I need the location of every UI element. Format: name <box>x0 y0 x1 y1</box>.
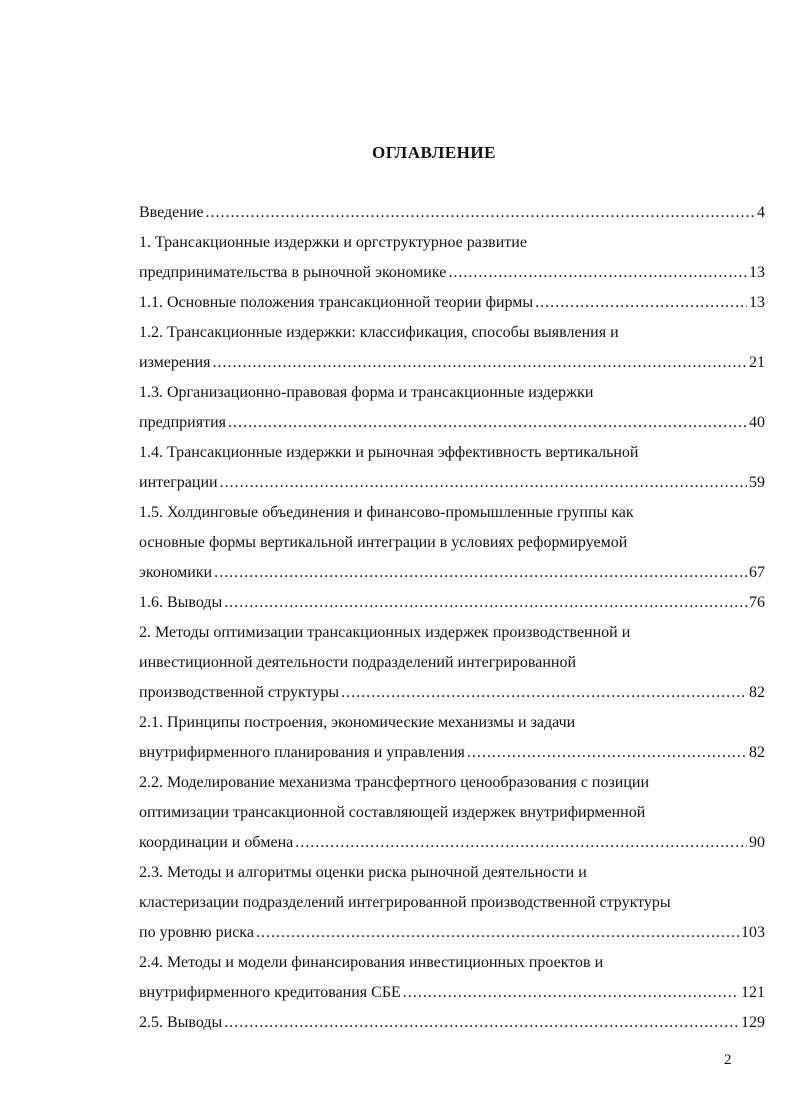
toc-page-number: 121 <box>741 984 765 1001</box>
toc-page-number: 103 <box>741 924 765 941</box>
toc-page-number: 90 <box>749 834 765 851</box>
toc-entry[interactable] <box>139 858 765 948</box>
toc-entry-line: 1.3. Организационно-правовая форма и трансакционные издержки <box>139 384 594 401</box>
table-of-contents <box>139 198 765 1038</box>
toc-entry-last-line <box>139 918 765 948</box>
toc-entry[interactable] <box>139 288 765 318</box>
toc-entry-title: 2.5. Выводы <box>139 1014 223 1031</box>
dot-leader <box>256 918 739 948</box>
page-title: ОГЛАВЛЕНИЕ <box>372 143 496 162</box>
toc-entry-title: по уровню риска <box>139 924 254 941</box>
toc-entry-last-line <box>139 258 765 288</box>
toc-entry-title: Введение <box>139 204 204 221</box>
toc-entry-line: 1.2. Трансакционные издержки: классификация, способы выявления и <box>139 324 619 341</box>
toc-entry-title: экономики <box>139 564 213 581</box>
dot-leader <box>212 348 747 378</box>
toc-entry[interactable] <box>139 768 765 858</box>
dot-leader <box>535 288 747 318</box>
toc-page-number: 67 <box>749 564 765 581</box>
toc-entry-line: основные формы вертикальной интеграции в условиях реформируемой <box>139 534 628 551</box>
toc-entry-line: 1. Трансакционные издержки и оргструктурное развитие <box>139 234 527 251</box>
dot-leader <box>403 978 739 1008</box>
toc-entry-last-line <box>139 678 765 708</box>
dot-leader <box>295 828 747 858</box>
toc-entry[interactable] <box>139 618 765 708</box>
toc-entry-last-line <box>139 978 765 1008</box>
toc-page-number: 13 <box>749 264 765 281</box>
toc-entry[interactable] <box>139 198 765 228</box>
toc-entry-title: интеграции <box>139 474 218 491</box>
dot-leader <box>228 408 747 438</box>
toc-entry-line: оптимизации трансакционной составляющей издержек внутрифирменной <box>139 804 646 821</box>
toc-entry-line: 2.2. Моделирование механизма трансфертного ценообразования с позиции <box>139 774 650 791</box>
toc-entry-last-line <box>139 558 765 588</box>
toc-entry-title: измерения <box>139 354 211 371</box>
toc-entry[interactable] <box>139 318 765 378</box>
dot-leader <box>467 738 747 768</box>
toc-entry-last-line <box>139 1008 765 1038</box>
dot-leader <box>220 468 747 498</box>
toc-entry[interactable] <box>139 498 765 588</box>
toc-entry-last-line <box>139 408 765 438</box>
toc-entry-last-line <box>139 348 765 378</box>
toc-entry-last-line <box>139 828 765 858</box>
toc-entry-last-line <box>139 588 765 618</box>
toc-entry-line: 1.5. Холдинговые объединения и финансово-промышленные группы как <box>139 504 634 521</box>
toc-entry-line: 2. Методы оптимизации трансакционных издержек производственной и <box>139 624 631 641</box>
toc-entry-title: внутрифирменного планирования и управления <box>139 744 465 761</box>
toc-entry-last-line <box>139 288 765 318</box>
toc-entry-last-line <box>139 738 765 768</box>
toc-entry-title: предпринимательства в рыночной экономике <box>139 264 447 281</box>
toc-entry-line: кластеризации подразделений интегрированной производственной структуры <box>139 894 671 911</box>
toc-entry[interactable] <box>139 438 765 498</box>
dot-leader <box>214 558 747 588</box>
toc-entry[interactable] <box>139 708 765 768</box>
toc-page-number: 82 <box>749 744 765 761</box>
toc-page-number: 21 <box>749 354 765 371</box>
toc-entry[interactable] <box>139 588 765 618</box>
toc-entry[interactable] <box>139 378 765 438</box>
toc-entry[interactable] <box>139 228 765 288</box>
toc-entry-title: 1.1. Основные положения трансакционной теории фирмы <box>139 294 534 311</box>
dot-leader <box>341 678 747 708</box>
toc-entry-title: производственной структуры <box>139 684 340 701</box>
toc-entry-last-line <box>139 468 765 498</box>
toc-entry-line: 2.4. Методы и модели финансирования инвестиционных проектов и <box>139 954 604 971</box>
toc-page-number: 40 <box>749 414 765 431</box>
toc-page-number: 76 <box>749 594 765 611</box>
dot-leader <box>206 198 756 228</box>
toc-page-number: 129 <box>741 1014 765 1031</box>
toc-entry[interactable] <box>139 948 765 1008</box>
toc-entry-line: 2.3. Методы и алгоритмы оценки риска рыночной деятельности и <box>139 864 587 881</box>
toc-page-number: 82 <box>749 684 765 701</box>
toc-page-number: 59 <box>749 474 765 491</box>
toc-entry-last-line <box>139 198 765 228</box>
dot-leader <box>224 588 747 618</box>
toc-entry[interactable] <box>139 1008 765 1038</box>
dot-leader <box>224 1008 739 1038</box>
toc-entry-title: предприятия <box>139 414 226 431</box>
toc-entry-title: внутрифирменного кредитования СБЕ <box>139 984 401 1001</box>
toc-entry-line: инвестиционной деятельности подразделений интегрированной <box>139 654 577 671</box>
toc-entry-line: 2.1. Принципы построения, экономические механизмы и задачи <box>139 714 576 731</box>
toc-page-number: 13 <box>749 294 765 311</box>
page-number: 2 <box>724 1052 732 1068</box>
toc-entry-title: координации и обмена <box>139 834 294 851</box>
toc-entry-line: 1.4. Трансакционные издержки и рыночная эффективность вертикальной <box>139 444 639 461</box>
toc-page-number: 4 <box>757 204 765 221</box>
toc-entry-title: 1.6. Выводы <box>139 594 223 611</box>
dot-leader <box>448 258 747 288</box>
